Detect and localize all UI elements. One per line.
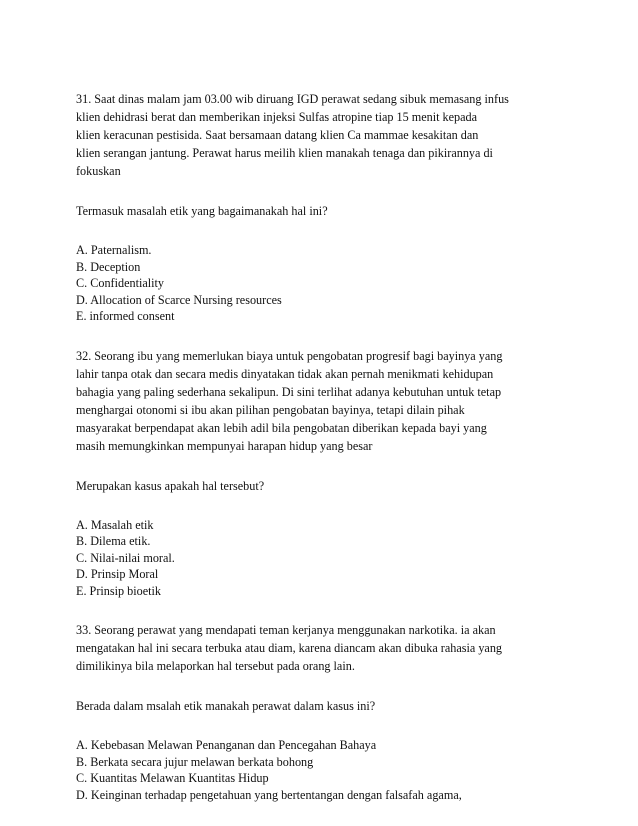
prompt-line: Termasuk masalah etik yang bagaimanakah hal ini?: [76, 204, 328, 218]
option-c: C. Confidentiality: [76, 276, 165, 290]
question-33-prompt: [76, 697, 556, 715]
stem-line: mengatakan hal ini secara terbuka atau diam, karena diancam akan dibuka rahasia yang: [76, 641, 503, 655]
stem-line: dimilikinya bila melaporkan hal tersebut pada orang lain.: [76, 659, 355, 673]
stem-line: lahir tanpa otak dan secara medis dinyatakan tidak akan pernah menikmati kehidupan: [76, 366, 494, 381]
option-d: D. Prinsip Moral: [76, 567, 159, 581]
stem-line: bahagia yang paling sederhana sekalipun. Di sini terlihat adanya kebutuhan untuk tetap: [76, 384, 502, 399]
stem-line: menghargai otonomi si ibu akan pilihan pengobatan bayinya, tetapi dilain pihak: [76, 402, 465, 417]
stem-line: masyarakat berpendapat akan lebih adil bila pengobatan diberikan kepada bayi yang: [76, 420, 487, 435]
question-33-stem: [76, 621, 556, 675]
option-e: E. informed consent: [76, 309, 175, 323]
option-c: C. Kuantitas Melawan Kuantitas Hidup: [76, 771, 269, 785]
prompt-line: Merupakan kasus apakah hal tersebut?: [76, 478, 265, 493]
option-e: E. Prinsip bioetik: [76, 583, 161, 598]
stem-line: klien dehidrasi berat dan memberikan injeksi Sulfas atropine tiap 15 menit kepada: [76, 110, 478, 124]
stem-line: 33. Seorang perawat yang mendapati teman kerjanya menggunakan narkotika. ia akan: [76, 623, 496, 637]
option-d: D. Keinginan terhadap pengetahuan yang bertentangan dengan falsafah agama,: [76, 787, 462, 802]
prompt-line: Berada dalam msalah etik manakah perawat dalam kasus ini?: [76, 699, 376, 713]
stem-line: klien keracunan pestisida. Saat bersamaan datang klien Ca mammae kesakitan dan: [76, 128, 479, 142]
stem-line: klien serangan jantung. Perawat harus meilih klien manakah tenaga dan pikirannya di: [76, 146, 493, 160]
question-32-prompt: [76, 477, 556, 495]
question-31-stem: [76, 90, 556, 180]
stem-line: fokuskan: [76, 164, 121, 178]
stem-line: 32. Seorang ibu yang memerlukan biaya untuk pengobatan progresif bagi bayinya yang: [76, 348, 503, 363]
option-b: B. Berkata secara jujur melawan berkata bohong: [76, 754, 314, 769]
option-d: D. Allocation of Scarce Nursing resources: [76, 292, 282, 307]
stem-line: 31. Saat dinas malam jam 03.00 wib diruang IGD perawat sedang sibuk memasang infus: [76, 92, 509, 106]
option-b: B. Deception: [76, 259, 141, 274]
question-31-prompt: [76, 202, 556, 220]
question-32-options: [76, 517, 556, 600]
question-33-options: [76, 737, 556, 803]
option-a: A. Paternalism.: [76, 243, 152, 257]
option-b: B. Dilema etik.: [76, 534, 151, 548]
option-c: C. Nilai-nilai moral.: [76, 550, 175, 565]
question-32-stem: [76, 347, 556, 455]
question-31-options: [76, 242, 556, 325]
document-content: [76, 90, 556, 803]
option-a: A. Masalah etik: [76, 517, 154, 532]
option-a: A. Kebebasan Melawan Penanganan dan Pencegahan Bahaya: [76, 738, 377, 752]
stem-line: masih memungkinkan mempunyai harapan hidup yang besar: [76, 438, 373, 453]
